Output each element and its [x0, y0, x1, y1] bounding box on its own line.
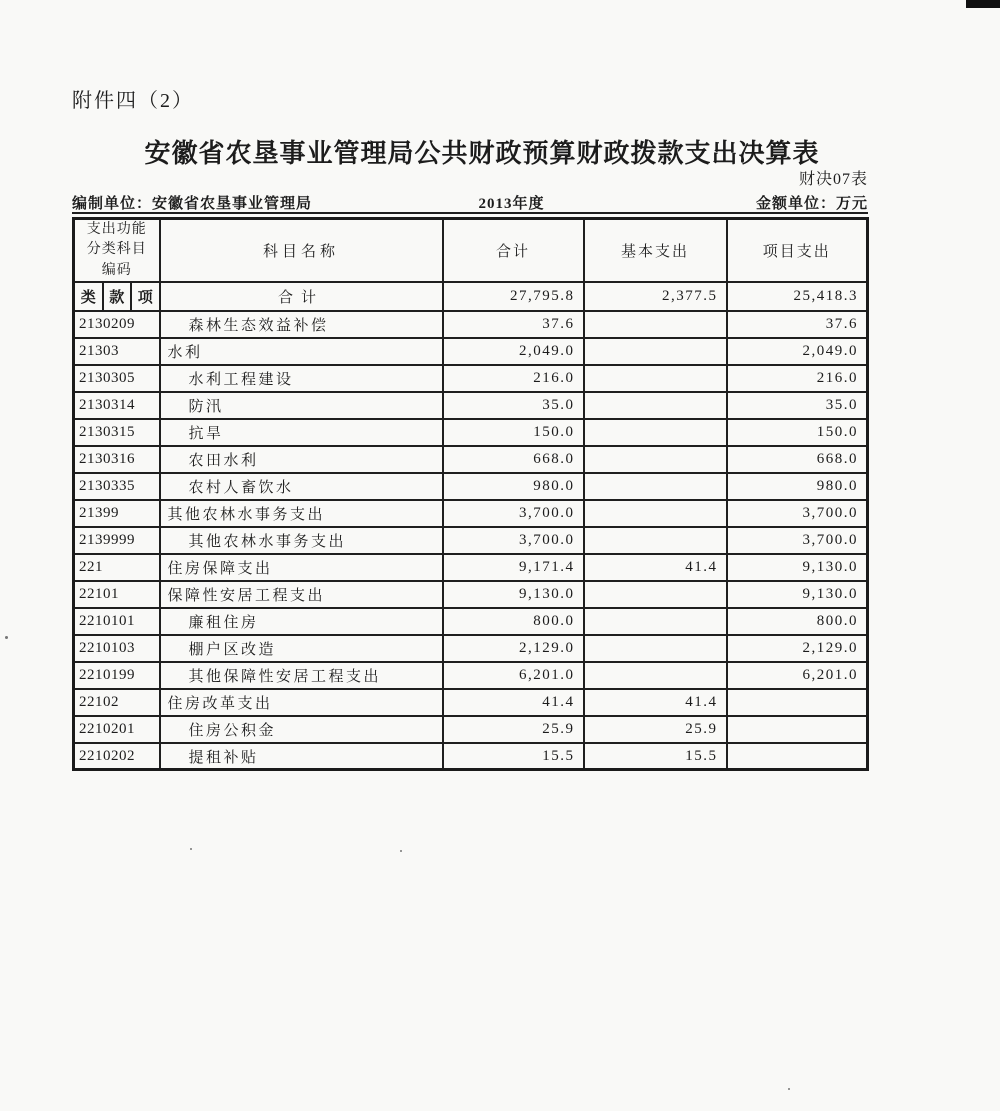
row-code: 2210202	[74, 743, 160, 770]
fiscal-year: 2013年度	[478, 196, 545, 212]
table-row	[74, 689, 868, 716]
row-basic: 25.9	[584, 716, 727, 743]
info-row	[72, 189, 868, 214]
row-subject-name: 水利工程建设	[160, 365, 443, 392]
row-total: 41.4	[443, 689, 584, 716]
row-subject-name: 廉租住房	[160, 608, 443, 635]
row-basic	[584, 608, 727, 635]
row-total: 800.0	[443, 608, 584, 635]
code-sub-xiang: 项	[130, 283, 159, 310]
table-row	[74, 446, 868, 473]
row-basic	[584, 338, 727, 365]
table-row	[74, 419, 868, 446]
row-subject-name: 森林生态效益补偿	[160, 311, 443, 338]
row-subject-name: 抗旱	[160, 419, 443, 446]
col-header-code	[74, 219, 160, 282]
col-header-basic-expenditure: 基本支出	[584, 219, 727, 282]
col-header-subject-name: 科目名称	[160, 219, 443, 282]
page-title: 安徽省农垦事业管理局公共财政预算财政拨款支出决算表	[144, 139, 820, 168]
row-total: 9,130.0	[443, 581, 584, 608]
row-basic	[584, 635, 727, 662]
row-project: 35.0	[727, 392, 868, 419]
row-project: 980.0	[727, 473, 868, 500]
row-total: 9,171.4	[443, 554, 584, 581]
row-project: 3,700.0	[727, 500, 868, 527]
row-project: 37.6	[727, 311, 868, 338]
table-row	[74, 581, 868, 608]
row-total: 25.9	[443, 716, 584, 743]
row-project: 6,201.0	[727, 662, 868, 689]
row-total: 2,049.0	[443, 338, 584, 365]
row-subject-name: 其他农林水事务支出	[160, 500, 443, 527]
table-row	[74, 473, 868, 500]
row-code: 22101	[74, 581, 160, 608]
row-code: 2210199	[74, 662, 160, 689]
row-code: 2130305	[74, 365, 160, 392]
row-project: 9,130.0	[727, 581, 868, 608]
table-row	[74, 392, 868, 419]
row-basic	[584, 662, 727, 689]
table-row	[74, 338, 868, 365]
total-row-total: 27,795.8	[443, 282, 584, 311]
scan-speck	[400, 850, 402, 852]
row-subject-name: 棚户区改造	[160, 635, 443, 662]
row-code: 2210201	[74, 716, 160, 743]
table-row	[74, 500, 868, 527]
row-basic: 41.4	[584, 689, 727, 716]
row-subject-name: 其他农林水事务支出	[160, 527, 443, 554]
row-project	[727, 689, 868, 716]
expenditure-table	[72, 217, 869, 771]
row-code: 2130314	[74, 392, 160, 419]
table-row	[74, 311, 868, 338]
row-subject-name: 水利	[160, 338, 443, 365]
table-total-row	[74, 282, 868, 311]
table-row	[74, 662, 868, 689]
compiling-unit-label: 编制单位：	[72, 196, 153, 212]
row-project: 668.0	[727, 446, 868, 473]
row-total: 668.0	[443, 446, 584, 473]
row-basic	[584, 581, 727, 608]
code-sub-lei: 类	[80, 289, 96, 306]
row-project: 216.0	[727, 365, 868, 392]
row-code: 221	[74, 554, 160, 581]
row-total: 35.0	[443, 392, 584, 419]
row-project: 9,130.0	[727, 554, 868, 581]
compiling-unit	[72, 192, 312, 213]
row-code: 2139999	[74, 527, 160, 554]
code-subheader	[74, 282, 160, 311]
row-code: 21399	[74, 500, 160, 527]
row-subject-name: 保障性安居工程支出	[160, 581, 443, 608]
col-header-total: 合计	[443, 219, 584, 282]
row-subject-name: 住房改革支出	[160, 689, 443, 716]
total-row-name: 合计	[160, 282, 443, 311]
row-total: 3,700.0	[443, 527, 584, 554]
row-code: 2130209	[74, 311, 160, 338]
row-total: 980.0	[443, 473, 584, 500]
row-total: 3,700.0	[443, 500, 584, 527]
row-subject-name: 农田水利	[160, 446, 443, 473]
row-project: 2,129.0	[727, 635, 868, 662]
row-code: 2130315	[74, 419, 160, 446]
col-header-code-line: 编码	[101, 262, 132, 278]
row-code: 2210103	[74, 635, 160, 662]
row-basic	[584, 527, 727, 554]
row-subject-name: 农村人畜饮水	[160, 473, 443, 500]
scan-speck	[788, 1088, 790, 1090]
row-total: 150.0	[443, 419, 584, 446]
row-basic: 41.4	[584, 554, 727, 581]
row-basic	[584, 446, 727, 473]
table-row	[74, 608, 868, 635]
table-row	[74, 554, 868, 581]
row-code: 2130316	[74, 446, 160, 473]
row-subject-name: 住房保障支出	[160, 554, 443, 581]
row-subject-name: 防汛	[160, 392, 443, 419]
table-row	[74, 716, 868, 743]
row-total: 37.6	[443, 311, 584, 338]
col-header-project-expenditure: 项目支出	[727, 219, 868, 282]
row-code: 21303	[74, 338, 160, 365]
scan-speck	[190, 848, 192, 850]
table-row	[74, 635, 868, 662]
scan-artifact-corner	[966, 0, 1000, 8]
row-project: 800.0	[727, 608, 868, 635]
row-project: 2,049.0	[727, 338, 868, 365]
row-project: 3,700.0	[727, 527, 868, 554]
row-basic: 15.5	[584, 743, 727, 770]
row-subject-name: 提租补贴	[160, 743, 443, 770]
row-basic	[584, 392, 727, 419]
row-total: 15.5	[443, 743, 584, 770]
table-row	[74, 527, 868, 554]
col-header-code-line: 支出功能	[86, 222, 147, 237]
row-subject-name: 其他保障性安居工程支出	[160, 662, 443, 689]
table-row	[74, 365, 868, 392]
table-header-row	[74, 219, 868, 282]
row-code: 22102	[74, 689, 160, 716]
row-code: 2130335	[74, 473, 160, 500]
scan-speck	[5, 636, 8, 639]
total-row-project: 25,418.3	[727, 282, 868, 311]
row-project: 150.0	[727, 419, 868, 446]
attachment-label: 附件四（2）	[72, 90, 194, 112]
row-basic	[584, 311, 727, 338]
row-basic	[584, 365, 727, 392]
row-project	[727, 743, 868, 770]
row-code: 2210101	[74, 608, 160, 635]
row-subject-name: 住房公积金	[160, 716, 443, 743]
col-header-code-line: 分类科目	[86, 242, 147, 258]
form-code-label: 财决07表	[798, 171, 868, 188]
total-row-basic: 2,377.5	[584, 282, 727, 311]
row-total: 6,201.0	[443, 662, 584, 689]
row-basic	[584, 473, 727, 500]
row-basic	[584, 419, 727, 446]
row-basic	[584, 500, 727, 527]
row-project	[727, 716, 868, 743]
table-row	[74, 743, 868, 770]
row-total: 216.0	[443, 365, 584, 392]
compiling-unit-value: 安徽省农垦事业管理局	[152, 196, 313, 212]
amount-unit: 金额单位：万元	[755, 196, 868, 212]
code-sub-kuan: 款	[102, 283, 131, 310]
row-total: 2,129.0	[443, 635, 584, 662]
